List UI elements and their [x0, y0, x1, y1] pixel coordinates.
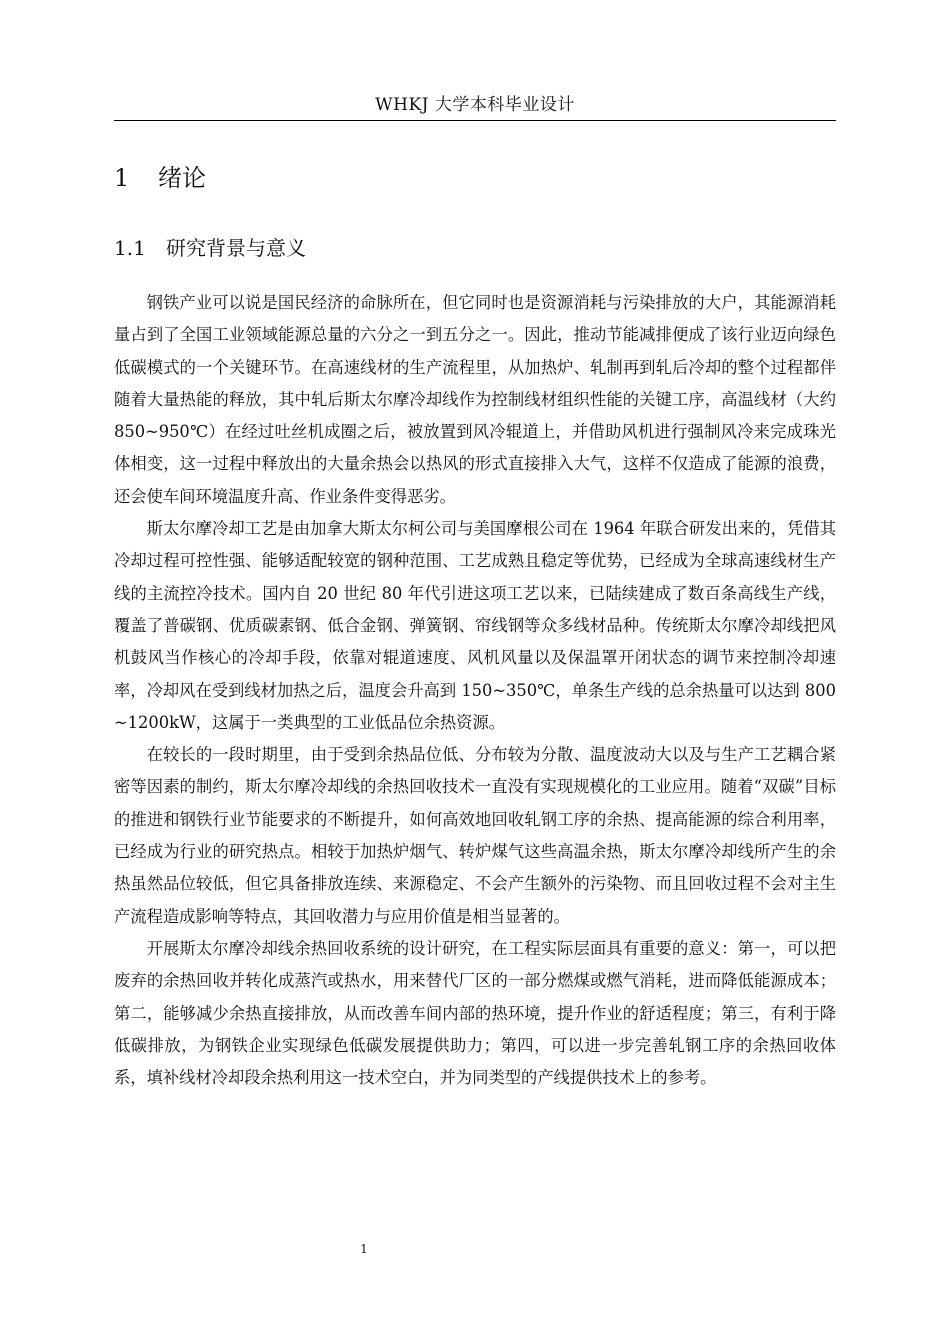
header-rule: [114, 120, 836, 121]
body-text: [114, 287, 836, 1094]
chapter-title: [114, 160, 206, 196]
paragraph: 开展斯太尔摩冷却线余热回收系统的设计研究，在工程实际层面具有重要的意义：第一，可以把废弃的余热回收并转化成蒸汽或热水，用来替代厂区的一部分燃煤或燃气消耗，进而降低能源成本；第二，能够减少余热直接排放，从而改善车间内部的热环境，提升作业的舒适程度；第三，有利于降低碳排放，为钢铁企业实现绿色低碳发展提供助力；第四，可以进一步完善轧钢工序的余热回收体系，填补线材冷却段余热利用这一技术空白，并为同类型的产线提供技术上的参考。: [114, 938, 836, 1088]
page-number: 1: [360, 1242, 368, 1256]
section-title: [114, 232, 306, 264]
paragraph: 钢铁产业可以说是国民经济的命脉所在，但它同时也是资源消耗与污染排放的大户，其能源消耗量占到了全国工业领域能源总量的六分之一到五分之一。因此，推动节能减排便成了该行业迈向绿色低碳模式的一个关键环节。在高速线材的生产流程里，从加热炉、轧制再到轧后冷却的整个过程都伴随着大量热能的释放，其中轧后斯太尔摩冷却线作为控制线材组织性能的关键工序，高温线材（大约 850~950℃）在经过吐丝机成圈之后，被放置到风冷辊道上，并借助风机进行强制风冷来完成珠光体相变，这一过程中释放出的大量余热会以热风的形式直接排入大气，这样不仅造成了能源的浪费，还会使车间环境温度升高、作业条件变得恶劣。: [114, 293, 836, 506]
section-title-text: 研究背景与意义: [166, 236, 306, 260]
page-header: WHKJ 大学本科毕业设计: [375, 95, 575, 115]
paragraph: 斯太尔摩冷却工艺是由加拿大斯太尔柯公司与美国摩根公司在 1964 年联合研发出来的，凭借其冷却过程可控性强、能够适配较宽的钢种范围、工艺成熟且稳定等优势，已经成为全球高速线材生产线的主流控冷技术。国内自 20 世纪 80 年代引进这项工艺以来，已陆续建成了数百条高线生产线，覆盖了普碳钢、优质碳素钢、低合金钢、弹簧钢、帘线钢等众多线材品种。传统斯太尔摩冷却线把风机鼓风当作核心的冷却手段，依靠对辊道速度、风机风量以及保温罩开闭状态的调节来控制冷却速率，冷却风在受到线材加热之后，温度会升高到 150~350℃，单条生产线的总余热量可以达到 800~1200kW，这属于一类典型的工业低品位余热资源。: [114, 519, 836, 732]
chapter-number: 1: [114, 164, 130, 192]
section-number: 1.1: [114, 236, 146, 260]
paragraph: 在较长的一段时期里，由于受到余热品位低、分布较为分散、温度波动大以及与生产工艺耦合紧密等因素的制约，斯太尔摩冷却线的余热回收技术一直没有实现规模化的工业应用。随着“双碳”目标的推进和钢铁行业节能要求的不断提升，如何高效地回收轧钢工序的余热、提高能源的综合利用率，已经成为行业的研究热点。相较于加热炉烟气、转炉煤气这些高温余热，斯太尔摩冷却线所产生的余热虽然品位较低，但它具备排放连续、来源稳定、不会产生额外的污染物、而且回收过程不会对主生产流程造成影响等特点，其回收潜力与应用价值是相当显著的。: [114, 745, 836, 926]
chapter-title-text: 绪论: [158, 164, 206, 192]
